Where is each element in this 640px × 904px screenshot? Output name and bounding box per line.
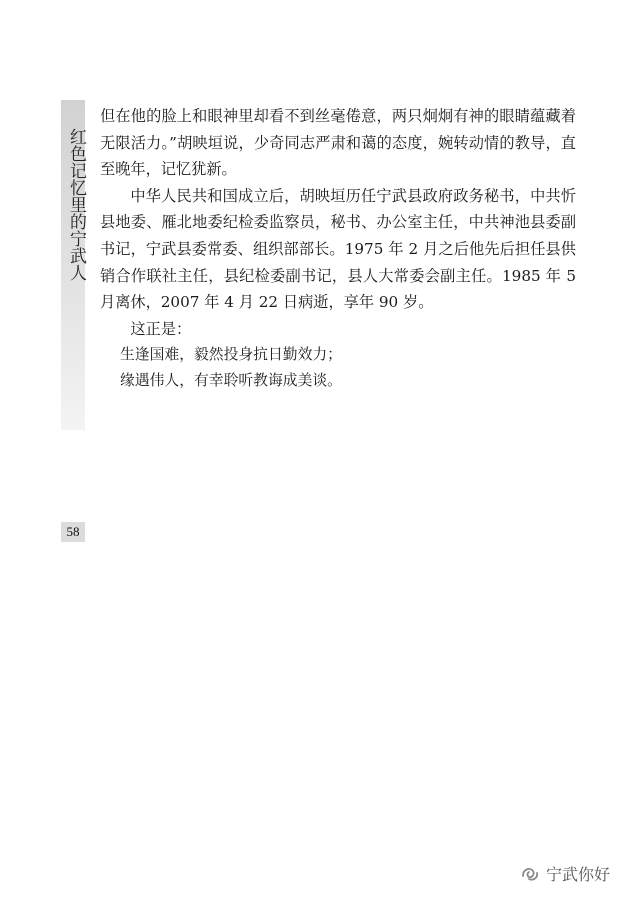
paragraph-continued: 但在他的脸上和眼神里却看不到丝毫倦意，两只炯炯有神的眼睛蕴藏着无限活力。”胡映垣说，少奇同志严肃和蔼的态度，婉转动情的教导，直至晚年，记忆犹新。 bbox=[100, 107, 576, 179]
page-number: 58 bbox=[66, 524, 80, 539]
book-side-title: 红色记忆里的宁武人 bbox=[66, 128, 86, 281]
verse-line-1: 生逢国难，毅然投身抗日勤效力； bbox=[120, 346, 342, 364]
verse-line-2: 缘遇伟人，有幸聆听教诲成美谈。 bbox=[120, 372, 342, 390]
intro-line: 这正是： bbox=[130, 319, 192, 338]
paragraph-bio: 中华人民共和国成立后，胡映垣历任宁武县政府政务秘书，中共忻县地委、雁北地委纪检委监察员，秘书、办公室主任，中共神池县委副书记，宁武县委常委、组织部部长。1975 年 2 月之后他先后担任县供销合作联社主任，县纪检委副书记，县人大常委会副主任。1985 年 5 月离休，2007 年 4 月 22 日病逝，享年 90 岁。 bbox=[100, 186, 576, 312]
main-text-block bbox=[100, 103, 576, 394]
watermark bbox=[520, 862, 610, 885]
watermark-text: 宁武你好 bbox=[545, 865, 610, 884]
wechat-channel-icon bbox=[520, 864, 540, 884]
